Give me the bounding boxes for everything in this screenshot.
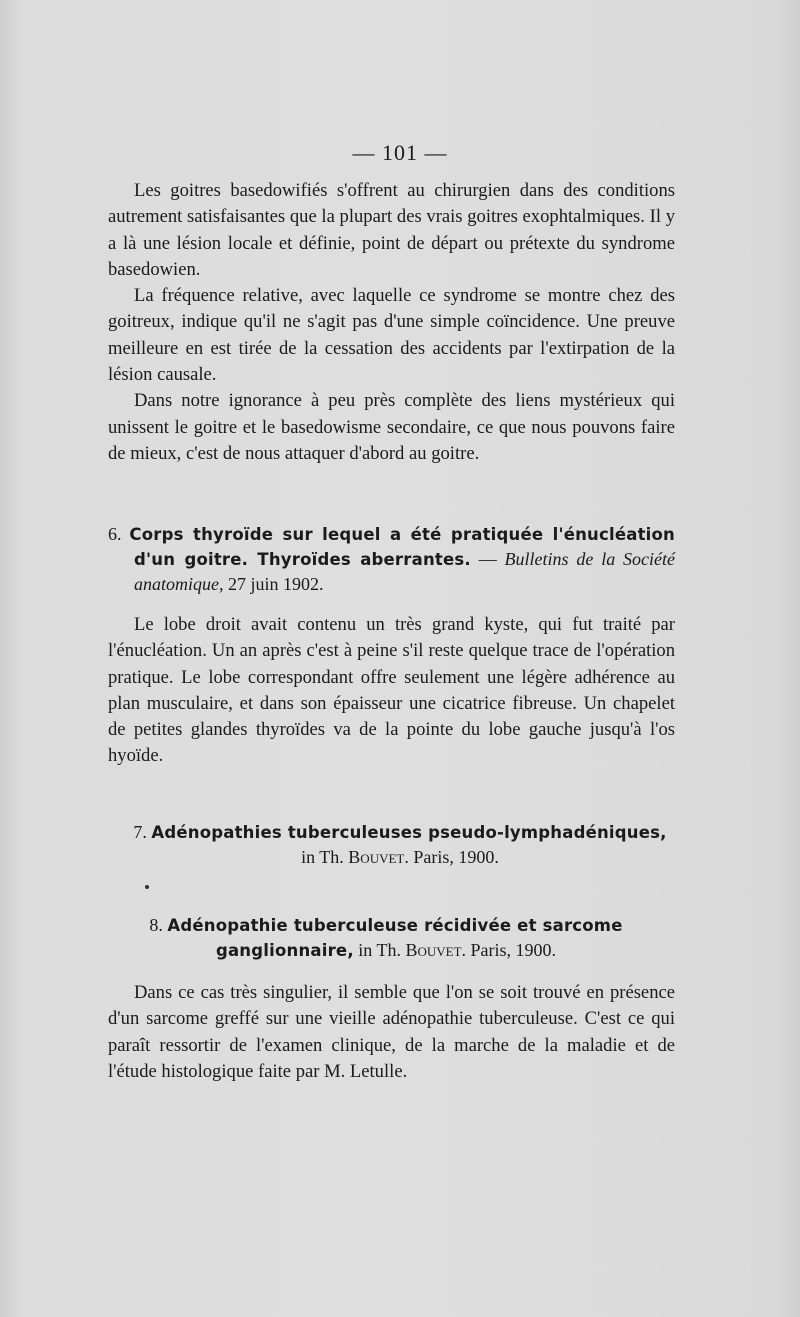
entry-7-heading — [108, 820, 692, 869]
entry-8-text: Dans ce cas très singulier, il semble que l'on se soit trouvé en présence d'un sarcome greffé sur une vieille adénopathie tuberculeuse. C'est ce qui paraît ressortir de l'examen clinique, de la marche de la maladie et de l'étude histologique faite par M. Letulle. — [108, 982, 675, 1082]
entry-7-title: Adénopathies tuberculeuses pseudo-lymphadéniques, — [151, 823, 667, 842]
intro-paragraph-3: Dans notre ignorance à peu près complète des liens mystérieux qui unissent le goitre et le basedowisme secondaire, ce que nous pouvons faire de mieux, c'est de nous attaquer d'abord au goitre. — [108, 390, 675, 464]
entry-8 — [108, 913, 692, 963]
entry-7-author: Bouvet — [348, 847, 405, 867]
entry-8-number: 8. — [149, 915, 163, 935]
entry-7-place: . Paris, 1900. — [404, 847, 499, 867]
entry-6 — [108, 522, 675, 596]
entry-8-author: Bouvet — [405, 940, 462, 960]
entry-6-text: Le lobe droit avait contenu un très grand kyste, qui fut traité par l'énucléation. Un an après c'est à peine s'il reste quelque trace de l'opération pratique. Le lobe correspondant offre seulement une légère adhérence au plan musculaire, et dans son épaisseur une cicatrice fibreuse. Un chapelet de petites glandes thyroïdes va de la pointe du lobe gauche jusqu'à l'os hyoïde. — [108, 614, 675, 767]
intro-section — [108, 178, 675, 467]
entry-6-title: Corps thyroïde sur lequel a été pratiquée l'énucléation d'un goitre. Thyroïdes aberrantes. — [129, 525, 675, 569]
entry-8-heading — [108, 913, 692, 963]
entry-8-body — [108, 980, 675, 1085]
entry-8-in: in Th. — [358, 940, 401, 960]
intro-paragraph-2: La fréquence relative, avec laquelle ce syndrome se montre chez des goitreux, indique qu'il ne s'agit pas d'une simple coïncidence. Une preuve meilleure en est tirée de la cessation des accidents par l'extirpation de la lésion causale. — [108, 285, 675, 386]
entry-7 — [108, 820, 692, 869]
entry-6-body — [108, 612, 675, 770]
entry-6-date: 27 juin 1902. — [228, 574, 324, 594]
intro-paragraph-1: Les goitres basedowifiés s'offrent au chirurgien dans des conditions autrement satisfaisantes que la plupart des vrais goitres exophtalmiques. Il y a là une lésion locale et définie, point de départ ou prétexte du syndrome basedowien. — [108, 180, 675, 280]
page-number: — 101 — — [352, 140, 448, 165]
entry-7-in: in Th. — [301, 847, 344, 867]
stray-mark — [145, 885, 149, 889]
entry-6-source: Bulletins de la Société anatomique, — [134, 549, 676, 594]
entry-6-dash: — — [470, 549, 505, 569]
entry-8-title: Adénopathie tuberculeuse récidivée et sarcome ganglionnaire, — [167, 916, 623, 960]
entry-6-heading — [108, 522, 675, 596]
entry-6-number: 6. — [108, 524, 122, 544]
entry-7-number: 7. — [133, 822, 147, 842]
entry-8-place: . Paris, 1900. — [461, 940, 557, 960]
